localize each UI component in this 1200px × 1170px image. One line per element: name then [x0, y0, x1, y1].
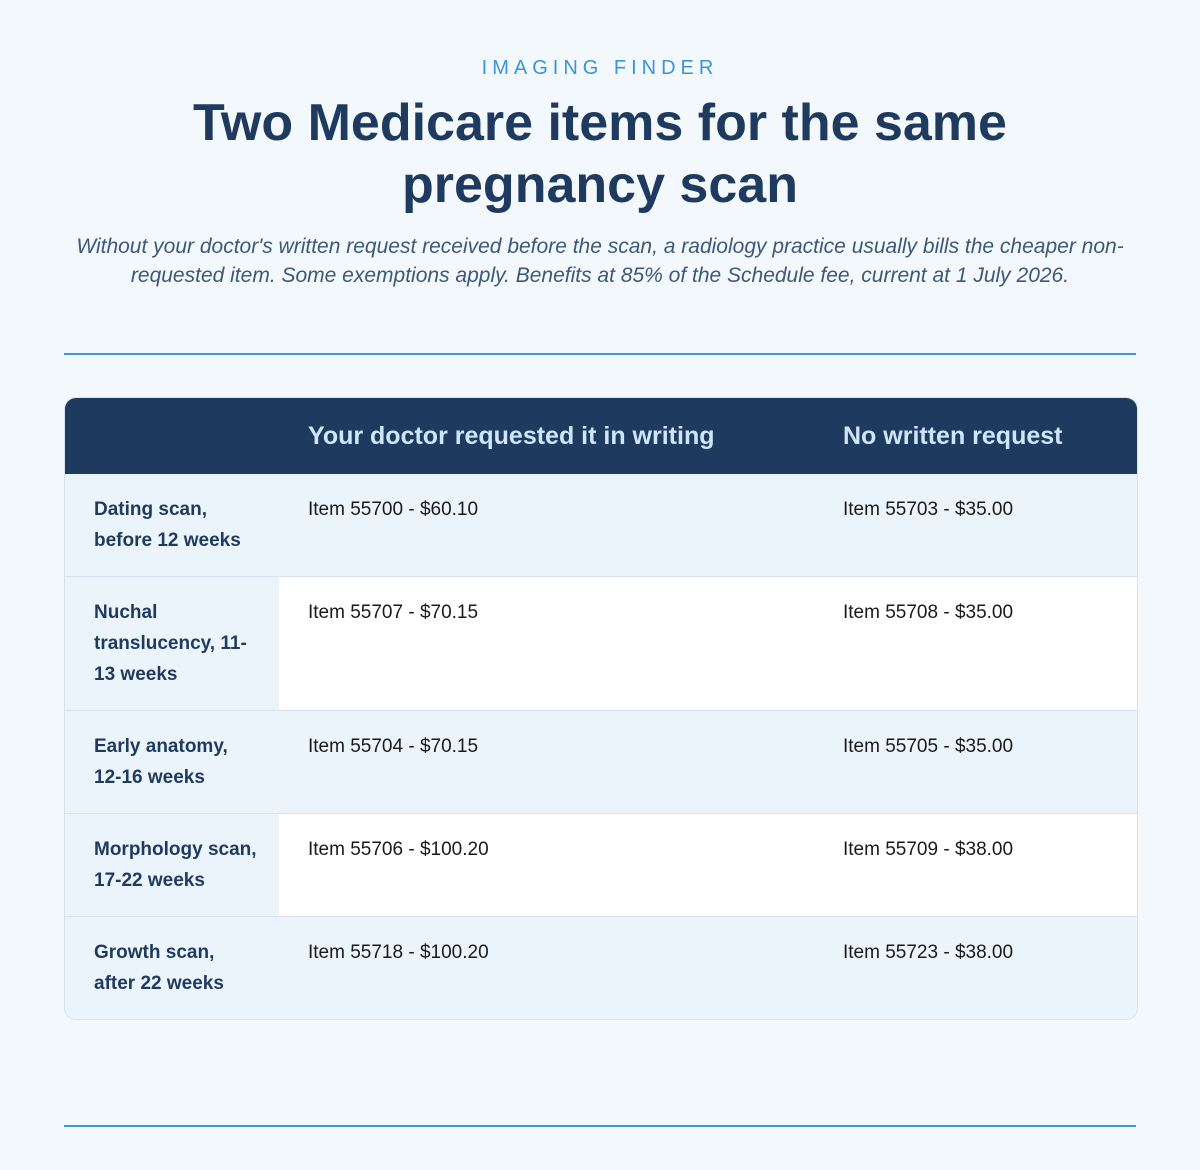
scan-name: Early anatomy, 12-16 weeks [65, 711, 279, 814]
not-requested-item: Item 55703 - $35.00 [814, 474, 1137, 577]
requested-item: Item 55700 - $60.10 [279, 474, 814, 577]
table-row [65, 814, 1137, 917]
divider-top [64, 353, 1136, 355]
scan-name: Dating scan, before 12 weeks [65, 474, 279, 577]
table-row [65, 577, 1137, 711]
divider-bottom [64, 1125, 1136, 1127]
page-title: Two Medicare items for the same pregnancy scan [193, 94, 1007, 214]
table-body [65, 474, 1137, 1019]
table-row [65, 711, 1137, 814]
scan-name: Growth scan, after 22 weeks [65, 917, 279, 1020]
fee-table-container [64, 397, 1138, 1020]
not-requested-item: Item 55709 - $38.00 [814, 814, 1137, 917]
column-header-scan [65, 398, 279, 474]
requested-item: Item 55718 - $100.20 [279, 917, 814, 1020]
column-header-requested: Your doctor requested it in writing [308, 421, 715, 450]
table-header-row [65, 398, 1137, 474]
scan-name: Morphology scan, 17-22 weeks [65, 814, 279, 917]
table-row [65, 474, 1137, 577]
scan-name: Nuchal translucency, 11-13 weeks [65, 577, 279, 711]
requested-item: Item 55704 - $70.15 [279, 711, 814, 814]
not-requested-item: Item 55708 - $35.00 [814, 577, 1137, 711]
eyebrow-label: IMAGING FINDER [481, 57, 719, 79]
requested-item: Item 55706 - $100.20 [279, 814, 814, 917]
fee-table [65, 398, 1137, 1019]
table-header [65, 398, 1137, 474]
page-subtitle: Without your doctor's written request received before the scan, a radiology practice usually bills the cheaper non-requested item. Some exemptions apply. Benefits at 85% of the Schedule fee, current at 1 July 2026. [76, 235, 1124, 287]
table-row [65, 917, 1137, 1020]
column-header-not-requested: No written request [843, 421, 1063, 450]
not-requested-item: Item 55723 - $38.00 [814, 917, 1137, 1020]
not-requested-item: Item 55705 - $35.00 [814, 711, 1137, 814]
page-header [0, 0, 1200, 290]
requested-item: Item 55707 - $70.15 [279, 577, 814, 711]
